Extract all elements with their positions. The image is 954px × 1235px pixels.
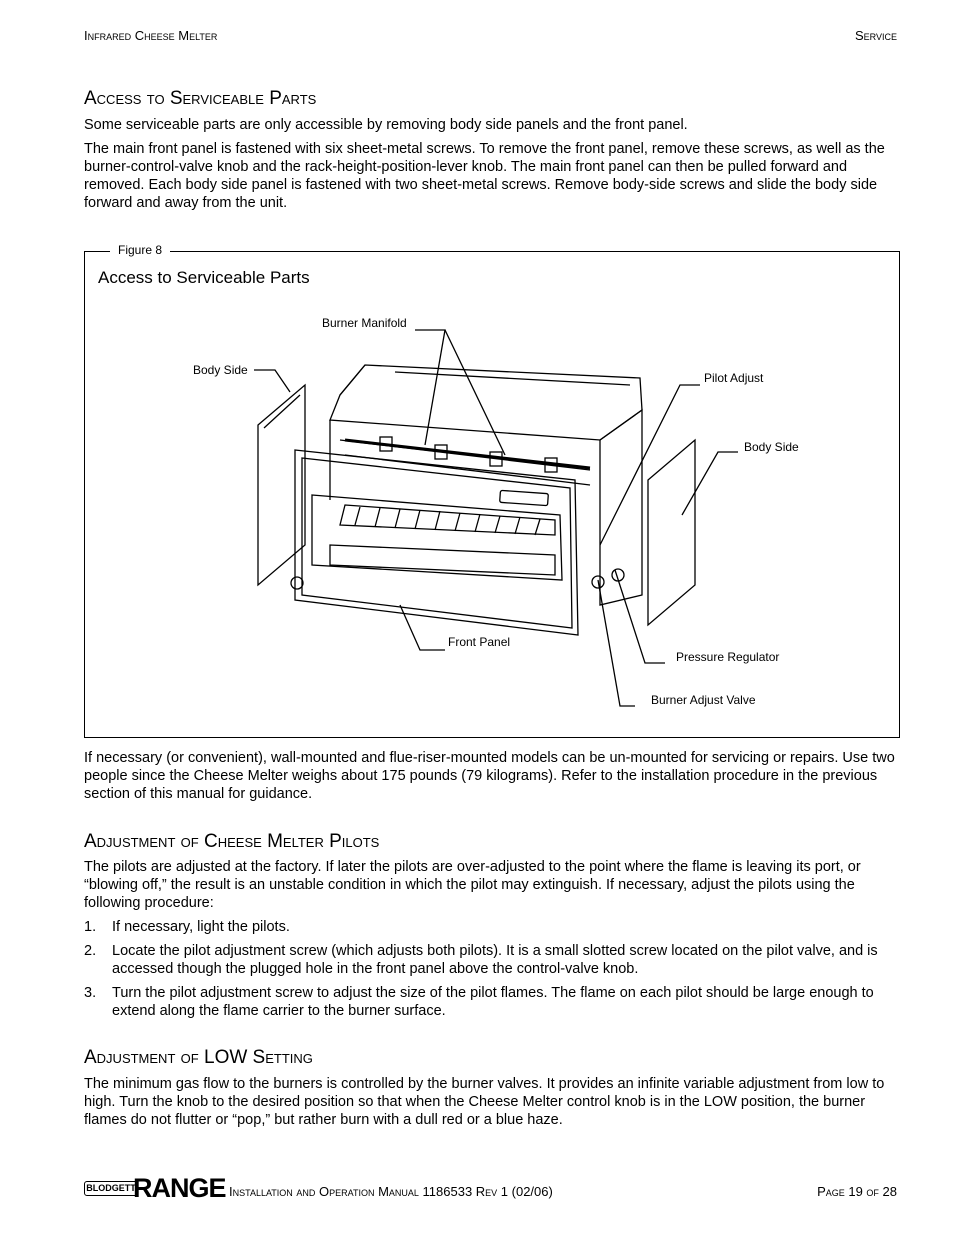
paragraph-access-intro: Some serviceable parts are only accessible by removing body side panels and the front panel. [84, 117, 688, 133]
callout-pressure-regulator: Pressure Regulator [676, 650, 780, 664]
list-item-text: Locate the pilot adjustment screw (which adjusts both pilots). It is a small slotted screw located on the pilot valve, and is accessed though the plugged hole in the front panel above the control-valve knob. [112, 943, 878, 977]
footer-manual-title: Installation and Operation Manual 1186533 Rev 1 (02/06) [229, 1184, 553, 1199]
callout-body-side-right: Body Side [744, 440, 799, 454]
section-heading-low-setting: Adjustment of LOW Setting [84, 1047, 313, 1068]
list-item-text: Turn the pilot adjustment screw to adjust the size of the pilot flames. The flame on each pilot should be large enough to extend along the flame carrier to the burner surface. [112, 985, 874, 1019]
list-item-number: 1. [84, 919, 97, 935]
section-heading-pilots: Adjustment of Cheese Melter Pilots [84, 831, 380, 852]
callout-burner-manifold: Burner Manifold [322, 316, 407, 330]
callout-front-panel: Front Panel [448, 635, 511, 649]
blodgett-logo: BLODGETT [84, 1181, 138, 1196]
callout-pilot-adjust: Pilot Adjust [704, 371, 764, 385]
list-item [84, 942, 900, 978]
callout-burner-adjust-valve: Burner Adjust Valve [651, 693, 756, 707]
running-header-title: Infrared Cheese Melter [84, 28, 218, 43]
paragraph-front-panel: The main front panel is fastened with six sheet-metal screws. To remove the front panel, remove these screws, as well as the burner-control-valve knob and the rack-height-position-lever knob. The main front panel can then be pulled forward and removed. Each body side panel is fastened with two sheet-metal screws. Remove body-side screws and slide the body side forward and away from the unit. [84, 141, 885, 211]
running-header-section: Service [854, 28, 897, 43]
paragraph-pilots-intro: The pilots are adjusted at the factory. If later the pilots are over-adjusted to the point where the flame is leaving its port, or “blowing off,” the result is an unstable condition in which the pilot may extinguish. If necessary, adjust the pilots using the following procedure: [84, 859, 861, 911]
figure-label: Figure 8 [110, 243, 170, 257]
list-item-number: 3. [84, 985, 97, 1001]
section-heading-access: Access to Serviceable Parts [84, 88, 317, 109]
callout-body-side-left: Body Side [193, 363, 248, 377]
list-item-text: If necessary, light the pilots. [112, 919, 290, 935]
paragraph-low-setting: The minimum gas flow to the burners is controlled by the burner valves. It provides an infinite variable adjustment from low to high. Turn the knob to the desired position so that when the Cheese Melter control knob is in the LOW position, the burner flames do not flutter or “pop,” but rather burn with a dull red or a blue haze. [84, 1076, 885, 1128]
list-item-number: 2. [84, 943, 97, 959]
footer-page-number: Page 19 of 28 [817, 1184, 897, 1199]
list-item [84, 918, 900, 936]
figure-title: Access to Serviceable Parts [98, 268, 310, 287]
figure-frame [84, 251, 900, 738]
paragraph-unmounting: If necessary (or convenient), wall-mounted and flue-riser-mounted models can be un-mounted for servicing or repairs. Use two people since the Cheese Melter weighs about 175 pounds (79 kilograms). Refer to the installation procedure in the previous section of this manual for guidance. [84, 750, 895, 802]
range-logo: RANGE [133, 1173, 226, 1203]
list-item [84, 984, 900, 1020]
